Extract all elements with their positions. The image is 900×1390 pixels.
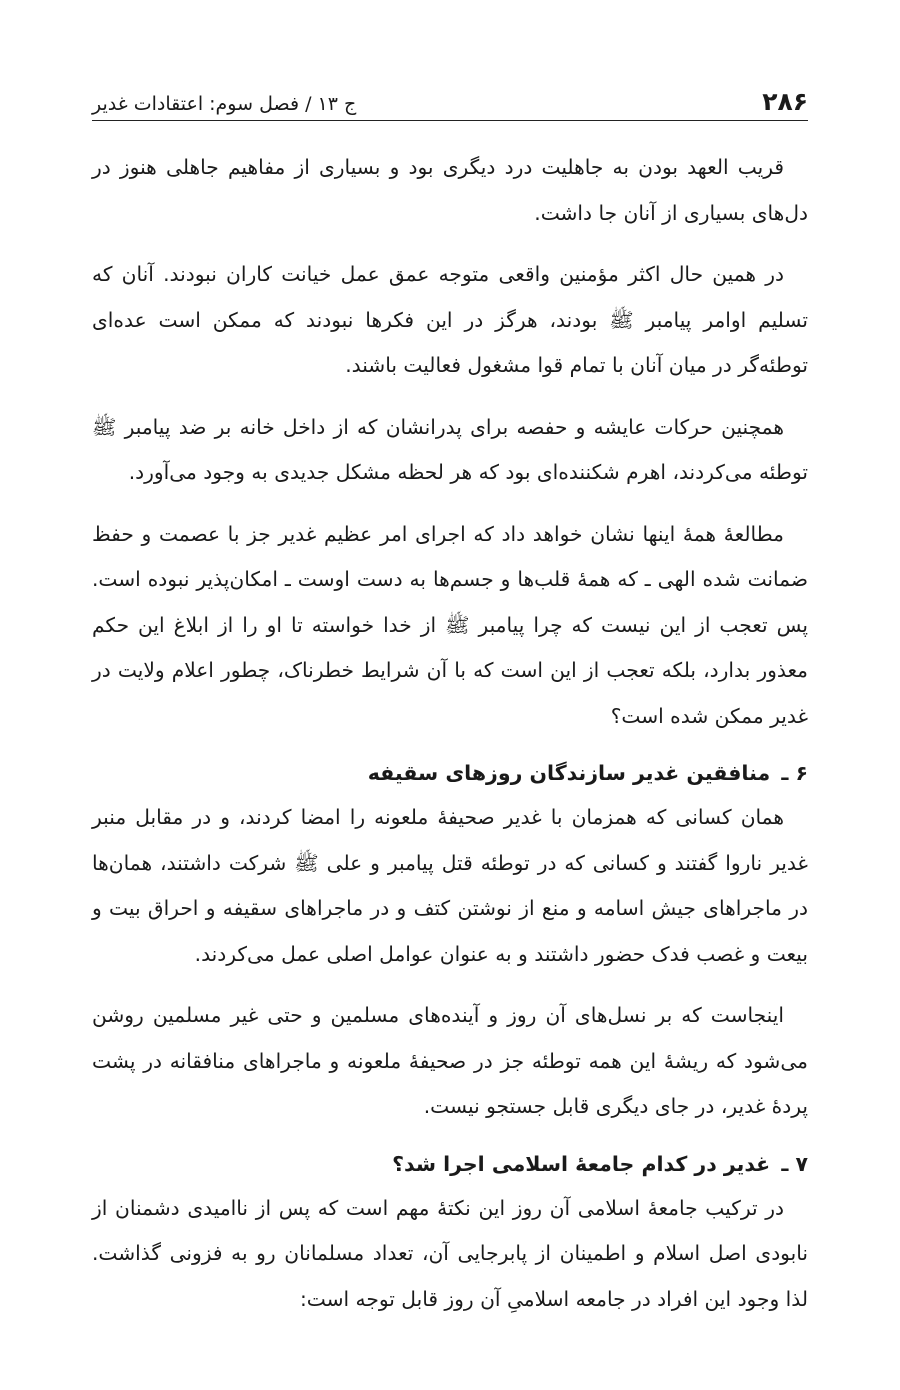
running-title: ج ۱۳ / فصل سوم: اعتقادات غدیر	[92, 93, 357, 115]
section-heading	[92, 1146, 808, 1182]
paragraph: مطالعهٔ همهٔ اینها نشان خواهد داد که اجرای امر عظیم غدیر جز با عصمت و حفظ ضمانت شده الهی ـ که همهٔ قلب‌ها و جسم‌ها به دست اوست ـ امکان‌پذیر نبوده است. پس تعجب از این نیست که چرا پیامبر ﷺ از خدا خواسته تا او را از ابلاغ این حکم معذور بدارد، بلکه تعجب از این است که با آن شرایط خطرناک، چطور اعلام ولایت در غدیر ممکن شده است؟	[92, 521, 808, 728]
page-body	[92, 145, 808, 1322]
book-page	[92, 62, 808, 1338]
page-number: ۲۸۶	[762, 87, 808, 116]
paragraph: همچنین حرکات عایشه و حفصه برای پدرانشان که از داخل خانه بر ضد پیامبر ﷺ توطئه می‌کردند، اهرم شکننده‌ای بود که هر لحظه مشکل جدیدی به وجود می‌آورد.	[92, 414, 808, 484]
paragraph: در ترکیب جامعهٔ اسلامی آن روز این نکتهٔ مهم است که پس از ناامیدی دشمنان از نابودی اصل اسلام و اطمینان از پابرجایی آن، تعداد مسلمانان رو به فزونی گذاشت. لذا وجود این افراد در جامعه اسلامیِ آن روز قابل توجه است:	[92, 1195, 808, 1311]
section-number: ۶ ـ	[781, 761, 808, 785]
paragraph: در همین حال اکثر مؤمنین واقعی متوجه عمق عمل خیانت کاران نبودند. آنان که تسلیم اوامر پیامبر ﷺ بودند، هرگز در این فکرها نبودند که ممکن است عده‌ای توطئه‌گر در میان آنان با تمام قوا مشغول فعالیت باشند.	[92, 262, 808, 377]
section-title: منافقین غدیر سازندگان روزهای سقیفه	[367, 761, 771, 785]
page-header	[92, 62, 808, 121]
paragraph: همان کسانی که همزمان با غدیر صحیفهٔ ملعونه را امضا کردند، و در مقابل منبر غدیر ناروا گفتند و کسانی که در توطئه قتل پیامبر و علی ﷺ شرکت داشتند، همان‌ها در ماجراهای جیش اسامه و منع از نوشتن کتف و در ماجراهای سقیفه و احراق بیت و بیعت و غصب فدک حضور داشتند و به عنوان عوامل اصلی عمل می‌کردند.	[92, 805, 808, 966]
paragraph: اینجاست که بر نسل‌های آن روز و آینده‌های مسلمین و حتی غیر مسلمین روشن می‌شود که ریشهٔ این همه توطئه جز در صحیفهٔ ملعونه و ماجراهای منافقانه در پشت پردهٔ غدیر، در جای دیگری قابل جستجو نیست.	[92, 1003, 808, 1118]
section-title: غدیر در کدام جامعهٔ اسلامی اجرا شد؟	[392, 1151, 771, 1176]
section-number: ۷ ـ	[781, 1151, 808, 1176]
paragraph: قریب العهد بودن به جاهلیت درد دیگری بود و بسیاری از مفاهیم جاهلی هنوز در دل‌های بسیاری از آنان جا داشت.	[92, 155, 808, 225]
section-heading	[92, 755, 808, 791]
